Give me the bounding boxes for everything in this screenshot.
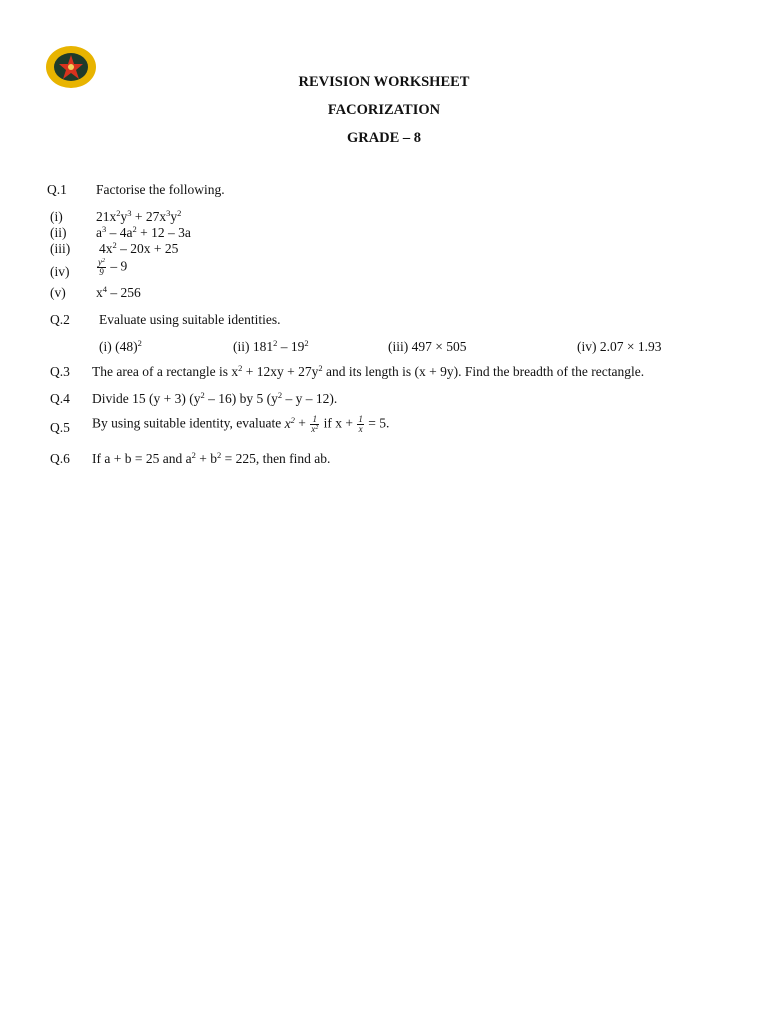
q3-text: The area of a rectangle is $x^2 + 12xy + 27y^2$ and its length is (x + 9y). Find the breadth of the rectangle.	[92, 363, 645, 379]
q1-part-expression: $\frac{y^2}{9}$ – 9	[98, 257, 128, 277]
q1-part-label: (v)	[50, 285, 66, 300]
q1-number: Q.1	[47, 182, 67, 197]
q1-part-expression: $21x^2y^3 + 27x^3y^2$	[96, 208, 182, 224]
q2-number: Q.2	[50, 312, 70, 327]
q5-text: By using suitable identity, evaluate $x^2$ + $\frac{1}{x^2}$ if x + $\frac{1}{x}$ = 5.	[92, 414, 390, 434]
q1-part-label: (ii)	[50, 225, 67, 240]
q1-part-label: (iii)	[50, 241, 71, 256]
worksheet-title: REVISION WORKSHEET	[298, 74, 470, 90]
worksheet-subtitle: FACORIZATION	[327, 102, 441, 118]
q3-number: Q.3	[50, 364, 70, 379]
q1-part-expression: $4x^2 - 20x + 25$	[99, 240, 179, 256]
q1-part-label: (i)	[50, 209, 63, 224]
q2-text: Evaluate using suitable identities.	[99, 312, 281, 327]
q2-part: (iv) 2.07 × 1.93	[577, 339, 662, 354]
q2-part: (iii) 497 × 505	[388, 339, 467, 354]
q1-part-expression: $x^4 - 256$	[96, 284, 141, 300]
q4-text: Divide 15 (y + 3) $(y^2 - 16)$ by 5 ($y^2$ – y – 12).	[92, 390, 338, 406]
q1-text: Factorise the following.	[96, 182, 225, 197]
q2-part: (ii) $181^2 - 19^2$	[233, 338, 309, 354]
q1-part-expression: $a^3 - 4a^2 + 12 - 3a$	[96, 224, 191, 240]
q4-number: Q.4	[50, 391, 70, 406]
logo-center	[68, 64, 74, 70]
q1-part-label: (iv)	[50, 264, 70, 279]
q2-part: (i) $(48)^2$	[99, 338, 142, 354]
q5-number: Q.5	[50, 420, 70, 435]
worksheet-grade: GRADE – 8	[346, 130, 422, 146]
q6-number: Q.6	[50, 451, 70, 466]
q6-text: If a + b = 25 and $a^2 + b^2 = 225$, then find ab.	[92, 450, 331, 466]
